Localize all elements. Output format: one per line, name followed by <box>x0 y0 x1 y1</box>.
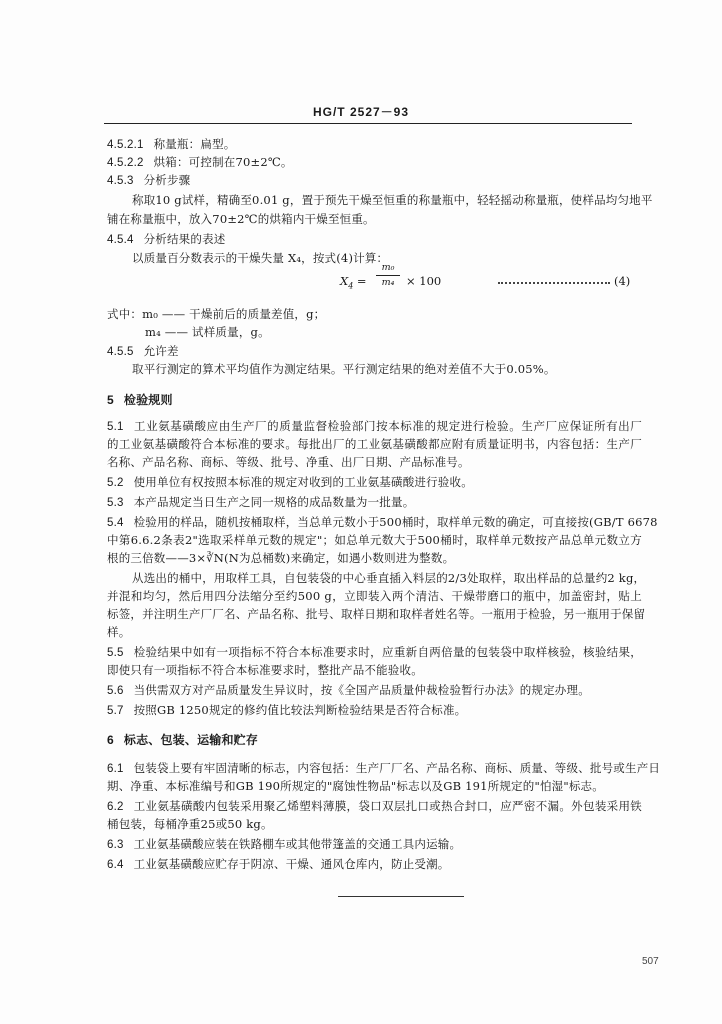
clause-text: 包装袋上要有牢固清晰的标志，内容包括：生产厂厂名、产品名称、商标、质量、等级、批号或生产日 <box>133 761 661 775</box>
clause-5-3 <box>107 494 414 511</box>
section-title: 检验规则 <box>123 393 173 407</box>
clause-6-2 <box>107 798 642 815</box>
clause-text: 检验结果中如有一项指标不符合本标准要求时，应重新自两倍量的包装袋中取样核验，核验结果， <box>133 645 642 659</box>
clause-text: 称量瓶：扁型。 <box>153 137 236 151</box>
clause-number: 5.1 <box>107 421 124 433</box>
section-number: 6 <box>107 733 114 747</box>
formula-numerator: m₀ <box>381 262 395 273</box>
section-6-heading <box>107 732 258 748</box>
paragraph-line: 的工业氨基磺酸符合本标准的要求。每批出厂的工业氨基磺酸都应附有质量证明书，内容包括：生产厂 <box>107 437 642 451</box>
clause-text: 允许差 <box>143 344 179 358</box>
formula-lhs: $X_4$ = <box>340 274 367 291</box>
clause-4-5-3 <box>107 172 190 189</box>
clause-number: 4.5.2.2 <box>107 157 144 169</box>
clause-5-7 <box>107 702 466 719</box>
clause-text: 分析结果的表述 <box>143 232 226 246</box>
header-divider <box>104 123 632 124</box>
clause-number: 4.5.4 <box>107 234 134 246</box>
formula-denominator: m₄ <box>381 277 395 288</box>
clause-6-3 <box>107 836 461 853</box>
paragraph-line: 样。 <box>107 625 131 639</box>
paragraph-line: 根的三倍数——3×∛N(N为总桶数)来确定，如遇小数则进为整数。 <box>107 551 455 565</box>
clause-number: 4.5.2.1 <box>107 139 144 151</box>
fraction-bar <box>376 275 400 276</box>
equation-number: (4) <box>614 274 631 288</box>
clause-number: 5.2 <box>107 477 124 489</box>
where-clause-line: m₄ —— 试样质量，g。 <box>145 325 270 339</box>
clause-5-1 <box>107 418 642 435</box>
clause-number: 5.5 <box>107 647 124 659</box>
formula-4 <box>340 262 640 302</box>
paragraph-line: 并混和均匀，然后用四分法缩分至约500 g，立即装入两个清洁、干燥带磨口的瓶中，加盖密封，贴上 <box>107 589 642 603</box>
paragraph-line: 从选出的桶中，用取样工具，自包装袋的中心垂直插入料层的2/3处取样，取出样品的总量约2 kg， <box>132 571 646 585</box>
clause-text: 工业氨基磺酸应装在铁路棚车或其他带篷盖的交通工具内运输。 <box>133 837 462 851</box>
clause-number: 5.6 <box>107 685 124 697</box>
paragraph-line: 标签，并注明生产厂厂名、产品名称、批号、取样日期和取样者姓名等。一瓶用于检验，另一瓶用于保留 <box>107 607 646 621</box>
clause-4-5-5 <box>107 343 179 360</box>
paragraph-line: 中第6.6.2条表2"选取采样单元数的规定"；如总单元数大于500桶时，取样单元数按产品总单元数立方 <box>107 533 642 547</box>
clause-number: 4.5.5 <box>107 346 134 358</box>
clause-5-4 <box>107 514 658 531</box>
paragraph-line: 以质量百分数表示的干燥失量 X₄，按式(4)计算： <box>132 251 389 265</box>
paragraph-line: 取平行测定的算术平均值作为测定结果。平行测定结果的绝对差值不大于0.05%。 <box>132 362 556 376</box>
paragraph-line: 铺在称量瓶中，放入70±2℃的烘箱内干燥至恒重。 <box>107 212 375 226</box>
paragraph-line: 名称、产品名称、商标、等级、批号、净重、出厂日期、产品标准号。 <box>107 455 470 469</box>
where-clause-line: 式中：m₀ —— 干燥前后的质量差值，g； <box>107 307 326 321</box>
formula-fraction <box>376 262 400 289</box>
page-number: 507 <box>642 956 659 967</box>
clause-4-5-4 <box>107 231 225 248</box>
clause-text: 工业氨基磺酸内包装采用聚乙烯塑料薄膜，袋口双层扎口或热合封口，应严密不漏。外包装采用铁 <box>133 799 642 813</box>
clause-text: 分析步骤 <box>143 173 191 187</box>
clause-5-2 <box>107 474 473 491</box>
clause-text: 检验用的样品，随机按桶取样，当总单元数小于500桶时，取样单元数的确定，可直接按(GB/T 6678 <box>133 515 658 529</box>
clause-4-5-2-1 <box>107 136 235 153</box>
clause-number: 6.3 <box>107 839 124 851</box>
clause-number: 4.5.3 <box>107 175 134 187</box>
clause-number: 6.2 <box>107 801 124 813</box>
clause-number: 5.7 <box>107 705 124 717</box>
clause-text: 当供需双方对产品质量发生异议时，按《全国产品质量仲裁检验暂行办法》的规定办理。 <box>133 683 590 697</box>
clause-number: 6.4 <box>107 859 124 871</box>
formula-multiplier: × 100 <box>406 274 442 288</box>
clause-number: 5.3 <box>107 497 124 509</box>
clause-text: 工业氨基磺酸应贮存于阴凉、干燥、通风仓库内，防止受潮。 <box>133 857 450 871</box>
paragraph-line: 期、净重、本标准编号和GB 190所规定的"腐蚀性物品"标志以及GB 191所规定的"怕湿"标志。 <box>107 779 604 793</box>
paragraph-line: 称取10 g试样，精确至0.01 g，置于预先干燥至恒重的称量瓶中，轻轻摇动称量瓶，使样品均匀地平 <box>132 193 653 207</box>
formula-subscript: 4 <box>348 281 354 291</box>
clause-text: 按照GB 1250规定的修约值比较法判断检验结果是否符合标准。 <box>133 703 467 717</box>
leader-dots <box>498 276 610 284</box>
clause-text: 烘箱：可控制在70±2℃。 <box>153 155 293 169</box>
clause-number: 6.1 <box>107 763 124 775</box>
document-code-header: HG/T 2527－93 <box>312 105 410 119</box>
end-of-standard-rule <box>338 896 464 897</box>
section-5-heading <box>107 392 173 408</box>
clause-6-1 <box>107 760 661 777</box>
clause-text: 使用单位有权按照本标准的规定对收到的工业氨基磺酸进行验收。 <box>133 475 473 489</box>
formula-variable: X <box>340 274 349 288</box>
section-title: 标志、包装、运输和贮存 <box>123 733 259 747</box>
clause-number: 5.4 <box>107 517 124 529</box>
clause-text: 本产品规定当日生产之同一规格的成品数量为一批量。 <box>133 495 415 509</box>
clause-5-6 <box>107 682 590 699</box>
clause-5-5 <box>107 644 642 661</box>
paragraph-line: 桶包装，每桶净重25或50 kg。 <box>107 817 273 831</box>
clause-text: 工业氨基磺酸应由生产厂的质量监督检验部门按本标准的规定进行检验。生产厂应保证所有出厂 <box>133 419 642 433</box>
section-number: 5 <box>107 393 114 407</box>
paragraph-line: 即使只有一项指标不符合本标准要求时，整批产品不能验收。 <box>107 663 423 677</box>
clause-4-5-2-2 <box>107 154 293 171</box>
clause-6-4 <box>107 856 450 873</box>
